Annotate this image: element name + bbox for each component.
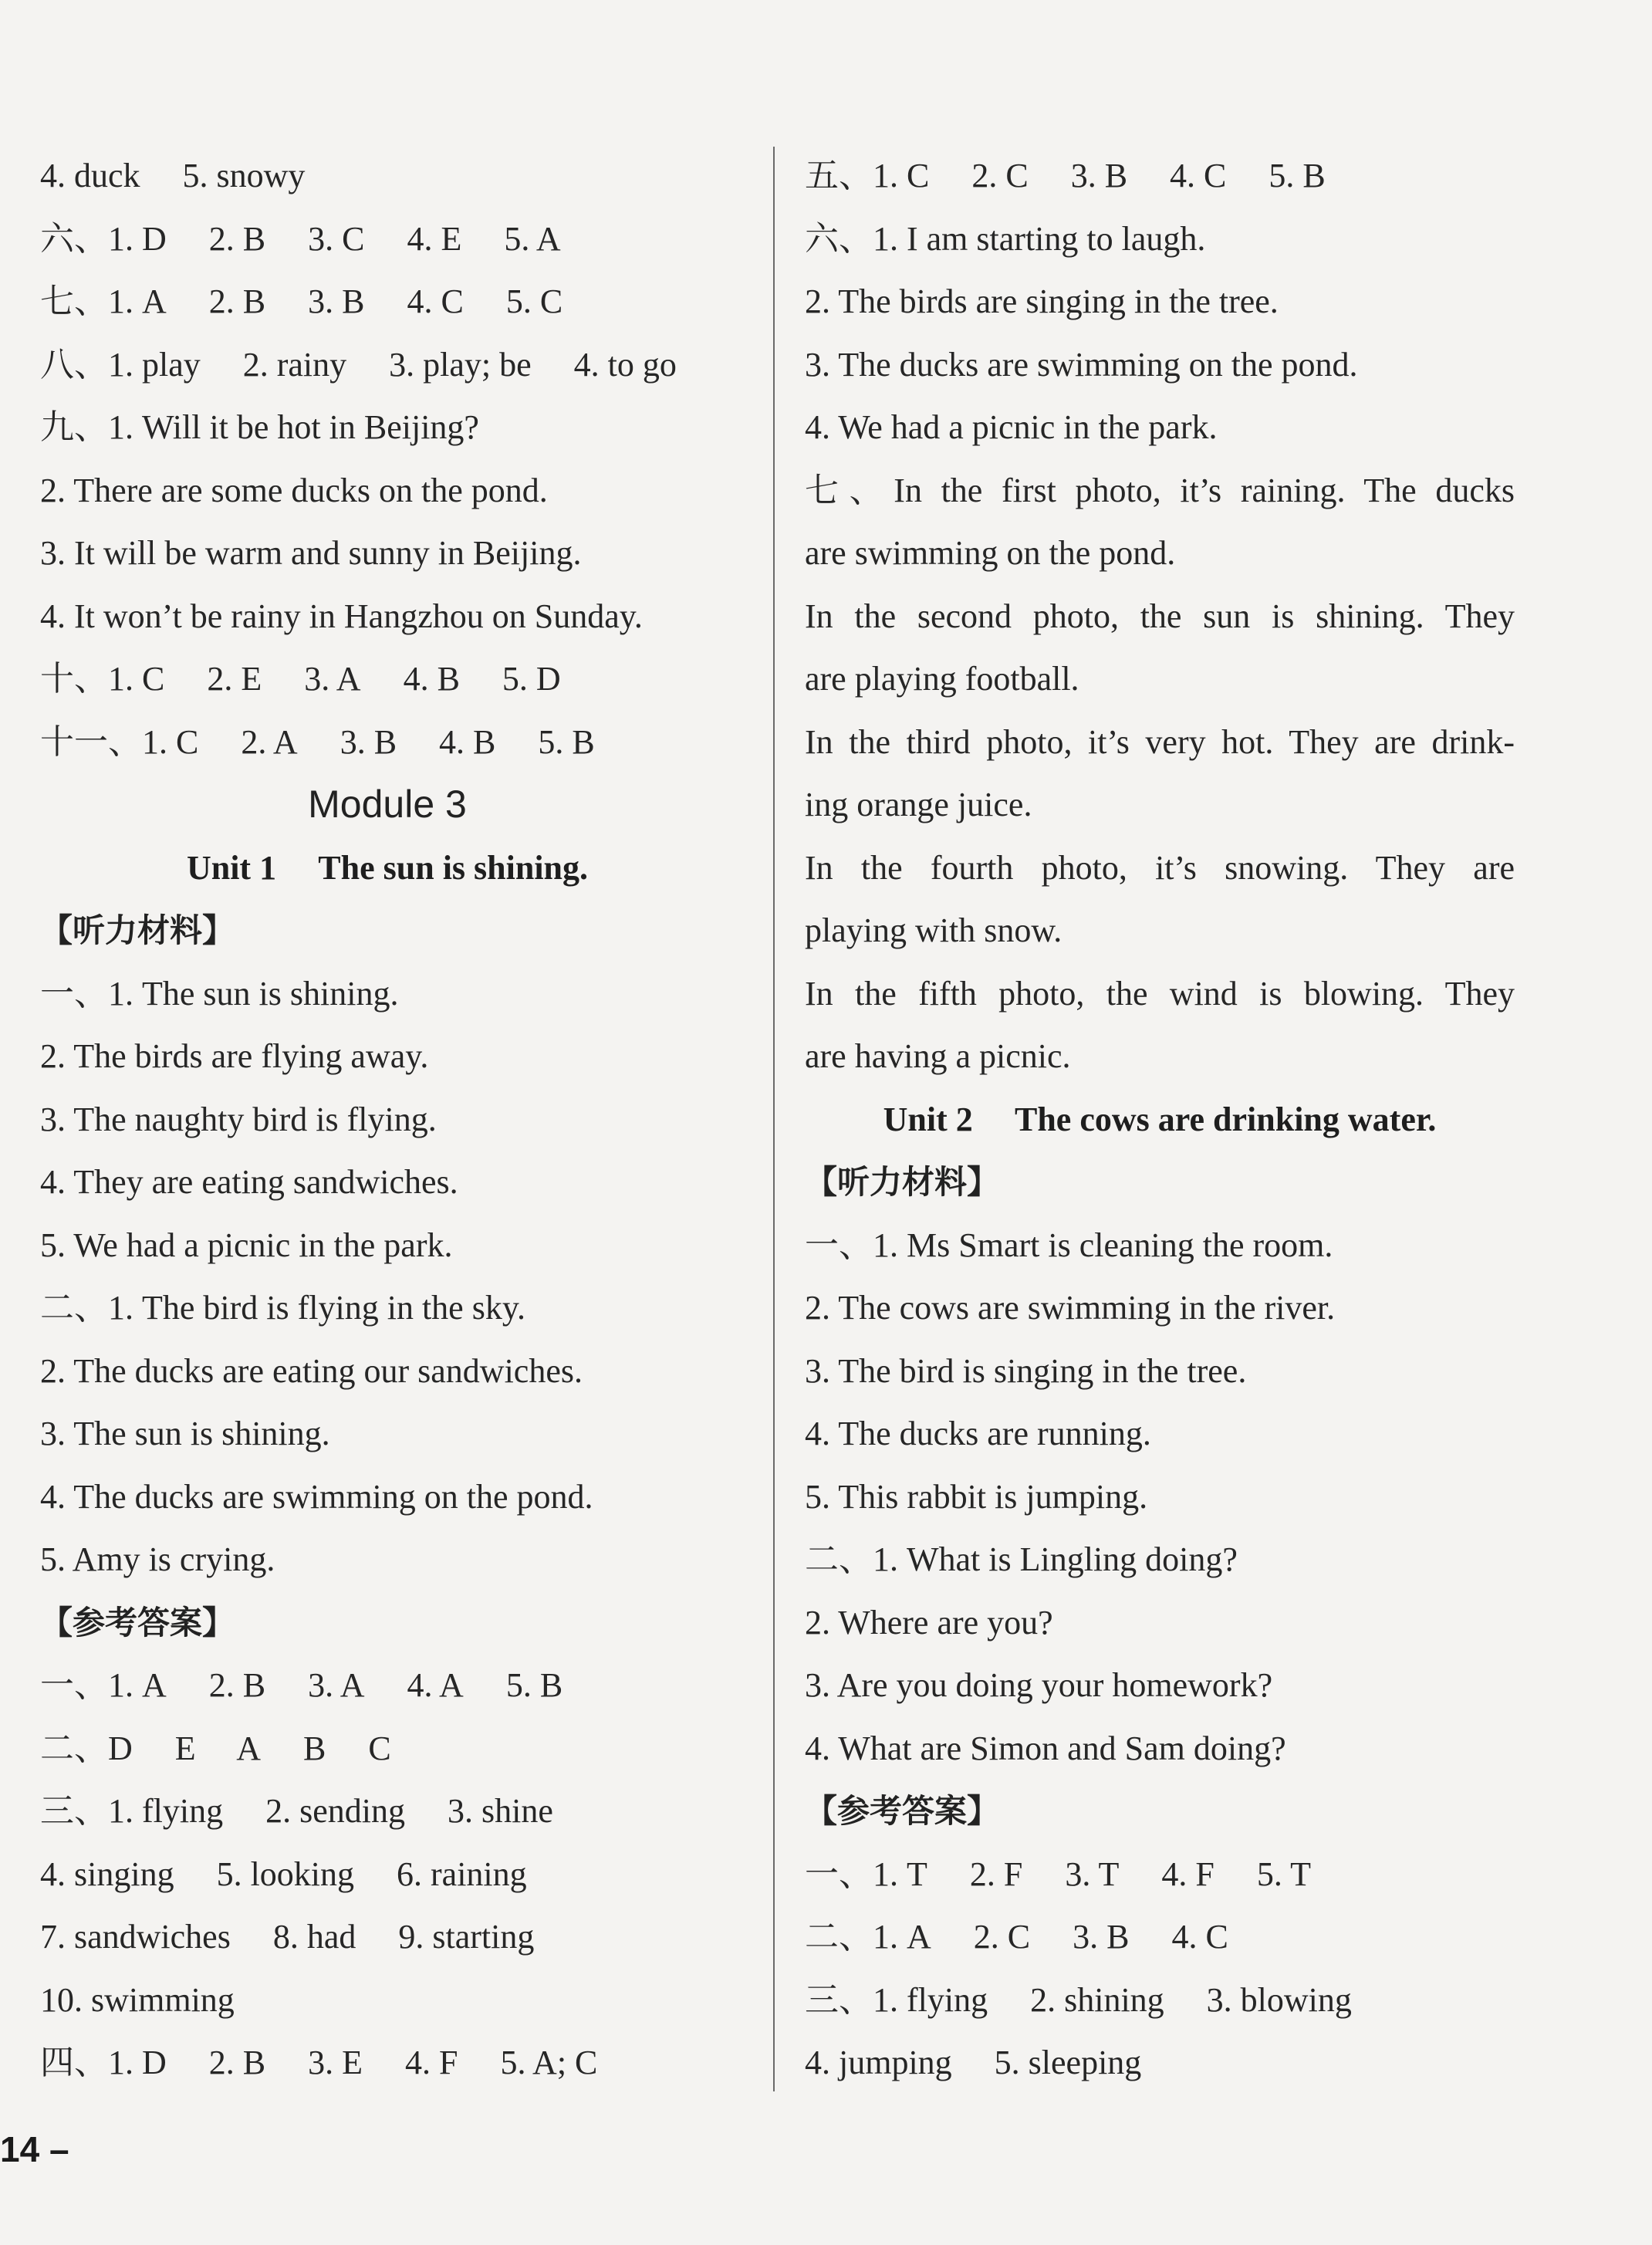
right-answer-line: 一、1. Ms Smart is cleaning the room. <box>805 1226 1333 1264</box>
right-answer-line: are swimming on the pond. <box>805 534 1176 572</box>
left-answer-line: 二、D E A B C <box>40 1729 391 1767</box>
right-answer-line: 2. Where are you? <box>805 1603 1053 1641</box>
left-answer-line: 4. They are eating sandwiches. <box>40 1163 458 1201</box>
unit-heading: Unit 2 The cows are drinking water. <box>883 1100 1437 1138</box>
left-answer-line: 3. The sun is shining. <box>40 1415 330 1452</box>
right-answer-line: In the second photo, the sun is shining. They <box>805 597 1515 635</box>
column-divider <box>773 147 775 2091</box>
right-answer-line: 2. The birds are singing in the tree. <box>805 282 1279 320</box>
right-answer-line: 2. The cows are swimming in the river. <box>805 1289 1336 1327</box>
section-heading: 【听力材料】 <box>805 1163 1000 1201</box>
left-answer-line: 4. It won’t be rainy in Hangzhou on Sunday. <box>40 597 643 635</box>
right-answer-line: 5. This rabbit is jumping. <box>805 1477 1148 1516</box>
left-answer-line: 7. sandwiches 8. had 9. starting <box>40 1918 535 1956</box>
left-answer-line: 二、1. The bird is flying in the sky. <box>40 1289 525 1327</box>
left-answer-line: 十、1. C 2. E 3. A 4. B 5. D <box>40 660 561 698</box>
unit-heading: Unit 1 The sun is shining. <box>186 848 589 887</box>
left-answer-line: 10. swimming <box>40 1980 235 2019</box>
right-answer-line: In the fifth photo, the wind is blowing. They <box>805 974 1515 1013</box>
right-answer-line: are playing football. <box>805 660 1079 698</box>
right-answer-line: In the fourth photo, it’s snowing. They are <box>805 848 1515 887</box>
right-answer-line: 3. The ducks are swimming on the pond. <box>805 345 1358 384</box>
right-answer-line: 3. Are you doing your homework? <box>805 1666 1273 1704</box>
right-answer-line: 4. What are Simon and Sam doing? <box>805 1729 1286 1767</box>
left-answer-line: 3. It will be warm and sunny in Beijing. <box>40 534 582 572</box>
right-answer-line: 三、1. flying 2. shining 3. blowing <box>805 1980 1352 2019</box>
section-heading: 【听力材料】 <box>40 911 235 949</box>
page-number: 14 – <box>0 2129 69 2169</box>
left-answer-line: 2. There are some ducks on the pond. <box>40 471 548 509</box>
right-answer-line: are having a picnic. <box>805 1037 1071 1075</box>
left-answer-line: 4. singing 5. looking 6. raining <box>40 1854 527 1893</box>
left-answer-line: 七、1. A 2. B 3. B 4. C 5. C <box>40 282 563 320</box>
section-heading: 【参考答案】 <box>40 1603 235 1641</box>
left-answer-line: 2. The ducks are eating our sandwiches. <box>40 1351 583 1390</box>
left-column <box>40 144 735 2095</box>
left-answer-line: 2. The birds are flying away. <box>40 1037 429 1075</box>
right-answer-line: 六、1. I am starting to laugh. <box>805 219 1206 258</box>
left-answer-line: 八、1. play 2. rainy 3. play; be 4. to go <box>40 345 677 384</box>
left-answer-line: 三、1. flying 2. sending 3. shine <box>40 1792 553 1830</box>
left-answer-line: 一、1. A 2. B 3. A 4. A 5. B <box>40 1666 563 1704</box>
left-answer-line: 5. Amy is crying. <box>40 1540 275 1578</box>
right-answer-line: 4. jumping 5. sleeping <box>805 2044 1142 2081</box>
right-answer-line: playing with snow. <box>805 911 1062 949</box>
right-answer-line: 4. The ducks are running. <box>805 1415 1151 1452</box>
left-answer-line: 4. duck 5. snowy <box>40 157 306 194</box>
right-answer-line: In the third photo, it’s very hot. They are drink- <box>805 722 1515 761</box>
module-heading: Module 3 <box>308 783 467 826</box>
section-heading: 【参考答案】 <box>805 1792 1000 1830</box>
left-answer-line: 5. We had a picnic in the park. <box>40 1226 453 1264</box>
right-column <box>805 144 1515 2095</box>
left-answer-line: 一、1. The sun is shining. <box>40 974 399 1013</box>
left-answer-line: 4. The ducks are swimming on the pond. <box>40 1477 593 1516</box>
right-answer-line: 3. The bird is singing in the tree. <box>805 1351 1247 1390</box>
left-answer-line: 十一、1. C 2. A 3. B 4. B 5. B <box>40 722 595 761</box>
right-answer-line: 二、1. What is Lingling doing? <box>805 1540 1238 1578</box>
left-answer-line: 九、1. Will it be hot in Beijing? <box>40 408 479 446</box>
right-answer-line: 4. We had a picnic in the park. <box>805 408 1218 446</box>
right-answer-line: ing orange juice. <box>805 786 1032 823</box>
left-answer-line: 六、1. D 2. B 3. C 4. E 5. A <box>40 219 561 258</box>
left-answer-line: 四、1. D 2. B 3. E 4. F 5. A; C <box>40 2044 598 2081</box>
right-answer-line: 一、1. T 2. F 3. T 4. F 5. T <box>805 1854 1311 1893</box>
right-answer-line: 七、In the first photo, it’s raining. The ducks <box>805 471 1515 509</box>
right-answer-line: 二、1. A 2. C 3. B 4. C <box>805 1918 1228 1956</box>
right-answer-line: 五、1. C 2. C 3. B 4. C 5. B <box>805 157 1326 194</box>
left-answer-line: 3. The naughty bird is flying. <box>40 1100 437 1138</box>
